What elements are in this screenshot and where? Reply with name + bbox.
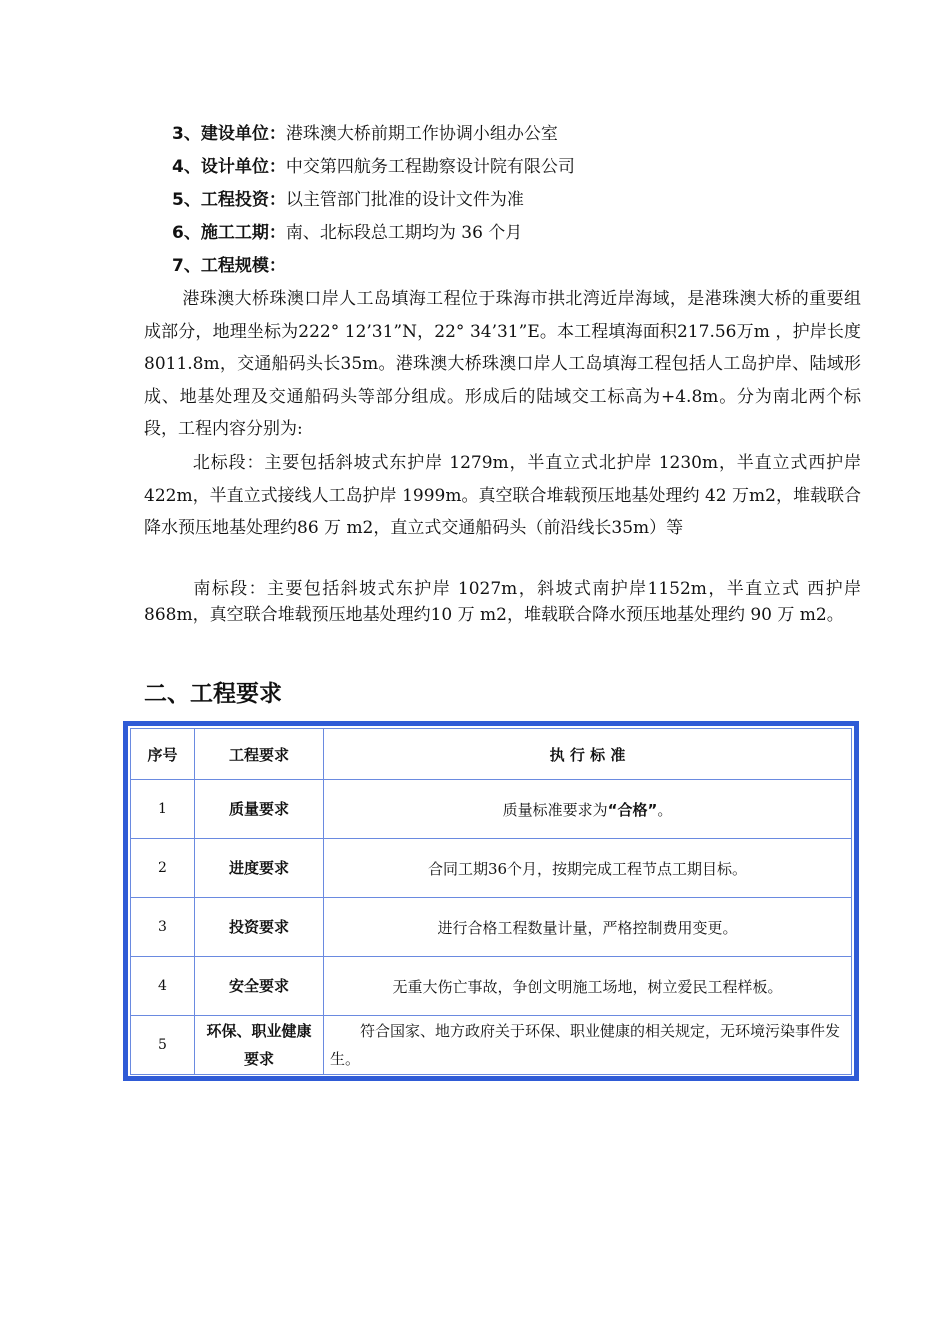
- table-row: [131, 839, 852, 898]
- info-label: 3、建设单位：: [172, 124, 286, 144]
- requirement-name: 环保、职业健康要求: [195, 1016, 324, 1075]
- info-value: 南、北标段总工期均为 36 个月: [285, 223, 523, 243]
- row-number: 2: [131, 839, 195, 898]
- table-row: [131, 780, 852, 839]
- info-label: 5、工程投资：: [172, 190, 286, 210]
- requirement-name: 进度要求: [195, 839, 324, 898]
- info-value: 中交第四航务工程勘察设计院有限公司: [285, 157, 575, 177]
- row-number: 1: [131, 780, 195, 839]
- info-line-investment: [172, 189, 524, 211]
- south-section-paragraph: [144, 576, 861, 628]
- requirement-name: 投资要求: [195, 898, 324, 957]
- row-number: 5: [131, 1016, 195, 1075]
- table-row: [131, 1016, 852, 1075]
- header-cell-standard: 执 行 标 准: [324, 729, 852, 780]
- south-section-text: 南标段：主要包括斜坡式东护岸 1027m，斜坡式南护岸1152m，半直立式 西护岸868m，真空联合堆载预压地基处理约10 万 m2，堆载联合降水预压地基处理约 90 万 m2。: [144, 579, 861, 625]
- info-value: 以主管部门批准的设计文件为准: [285, 190, 524, 210]
- north-section-paragraph: [144, 447, 861, 545]
- standard-bold-text: “合格”: [607, 800, 658, 819]
- table-row: [131, 898, 852, 957]
- info-value: 港珠澳大桥前期工作协调小组办公室: [285, 124, 558, 144]
- info-label: 7、工程规模：: [172, 256, 286, 276]
- section-title: 二、工程要求: [144, 681, 282, 707]
- info-line-designer: [172, 156, 575, 178]
- requirements-table-frame: [123, 721, 859, 1081]
- standard-suffix: 。: [657, 800, 673, 819]
- table-row: [131, 957, 852, 1016]
- info-label: 6、施工工期：: [172, 223, 286, 243]
- standard-cell: [324, 780, 852, 839]
- standard-text: 合同工期36个月，按期完成工程节点工期目标。: [427, 859, 748, 878]
- scale-paragraph: [144, 283, 861, 446]
- header-cell-requirement: 工程要求: [195, 729, 324, 780]
- standard-cell: [324, 898, 852, 957]
- requirement-name: 安全要求: [195, 957, 324, 1016]
- requirement-name: 质量要求: [195, 780, 324, 839]
- row-number: 3: [131, 898, 195, 957]
- scale-paragraph-text: 港珠澳大桥珠澳口岸人工岛填海工程位于珠海市拱北湾近岸海域，是港珠澳大桥的重要组成部分，地理坐标为222° 12’31”N，22° 34’31”E。本工程填海面积217.56万m ，护岸长度8011.8m，交通船码头长35m。港珠澳大桥珠澳口岸人工岛填海工程包括人工岛护岸、陆域形成、地基处理及交通船码头等部分组成。形成后的陆域交工标高为+4.8m。分为南北两个标段，工程内容分别为:: [144, 289, 861, 439]
- standard-cell: 符合国家、地方政府关于环保、职业健康的相关规定，无环境污染事件发生。: [324, 1016, 852, 1075]
- standard-text: 进行合格工程数量计量，严格控制费用变更。: [437, 918, 738, 937]
- table-header-row: [131, 729, 852, 780]
- standard-cell: [324, 957, 852, 1016]
- row-number: 4: [131, 957, 195, 1016]
- info-label: 4、设计单位：: [172, 157, 286, 177]
- info-line-scale: [172, 255, 286, 277]
- north-section-text: 北标段：主要包括斜坡式东护岸 1279m，半直立式北护岸 1230m，半直立式西护岸 422m，半直立式接线人工岛护岸 1999m。真空联合堆载预压地基处理约 42 万m2，堆载联合降水预压地基处理约86 万 m2，直立式交通船码头（前沿线长35m）等: [144, 453, 861, 538]
- info-line-builder: [172, 123, 558, 145]
- standard-text: 质量标准要求为: [502, 800, 608, 819]
- requirements-table: [130, 728, 852, 1075]
- header-cell-number: 序号: [131, 729, 195, 780]
- info-line-period: [172, 222, 522, 244]
- standard-cell: [324, 839, 852, 898]
- standard-text: 无重大伤亡事故，争创文明施工场地，树立爱民工程样板。: [392, 977, 783, 996]
